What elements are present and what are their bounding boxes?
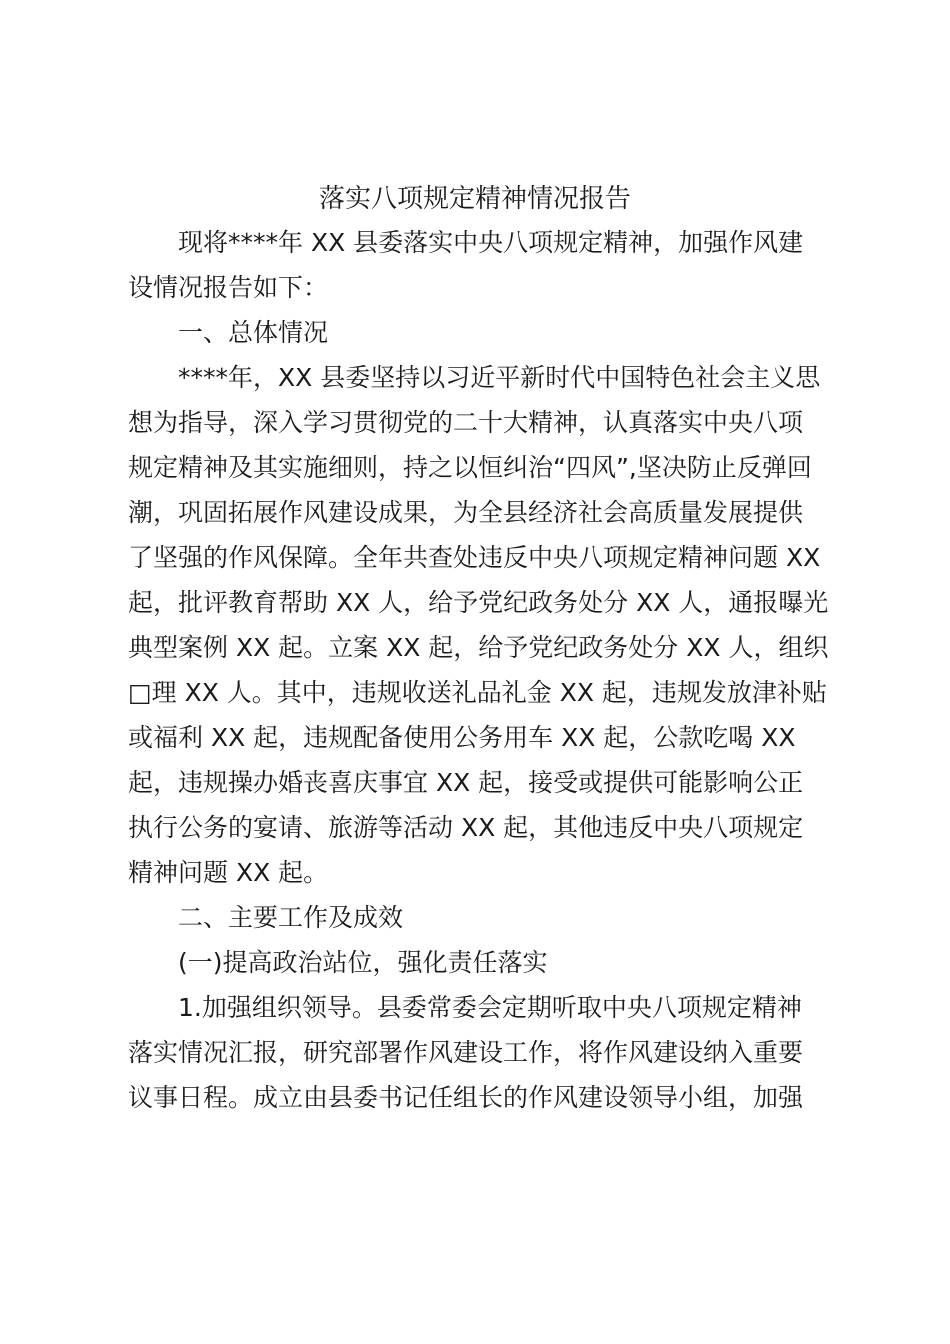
paragraph-line: 或福利 XX 起，违规配备使用公务用车 XX 起，公款吃喝 XX <box>128 723 796 752</box>
paragraph-line: 想为指导，深入学习贯彻党的二十大精神，认真落实中央八项 <box>128 408 804 437</box>
paragraph-line: 了坚强的作风保障。全年共查处违反中央八项规定精神问题 XX <box>128 543 821 572</box>
paragraph-line: 执行公务的宴请、旅游等活动 XX 起，其他违反中央八项规定 <box>128 813 804 842</box>
paragraph-line: 落实情况汇报，研究部署作风建设工作，将作风建设纳入重要 <box>128 1038 804 1067</box>
section-heading: 一、总体情况 <box>128 318 329 347</box>
paragraph-line: 典型案例 XX 起。立案 XX 起，给予党纪政务处分 XX 人，组织 <box>128 633 829 662</box>
paragraph-line: 规定精神及其实施细则，持之以恒纠治“四风”,坚决防止反弹回 <box>128 453 812 482</box>
paragraph-line: □理 XX 人。其中，违规收送礼品礼金 XX 起，违规发放津补贴 <box>128 678 827 707</box>
paragraph-line: 起，批评教育帮助 XX 人，给予党纪政务处分 XX 人，通报曝光 <box>128 588 829 617</box>
paragraph-line: 设情况报告如下： <box>128 273 329 302</box>
subsection-heading: (一)提高政治站位，强化责任落实 <box>128 948 548 977</box>
paragraph-line: 现将****年 XX 县委落实中央八项规定精神，加强作风建 <box>128 228 804 257</box>
paragraph-line: 议事日程。成立由县委书记任组长的作风建设领导小组，加强 <box>128 1083 804 1112</box>
section-heading: 二、主要工作及成效 <box>128 903 404 932</box>
paragraph-line: 1.加强组织领导。县委常委会定期听取中央八项规定精神 <box>128 993 802 1022</box>
paragraph-line: 潮，巩固拓展作风建设成果，为全县经济社会高质量发展提供 <box>128 498 804 527</box>
paragraph-line: 起，违规操办婚丧喜庆事宜 XX 起，接受或提供可能影响公正 <box>128 768 804 797</box>
paragraph-line: ****年，XX 县委坚持以习近平新时代中国特色社会主义思 <box>128 363 821 392</box>
document-title: 落实八项规定精神情况报告 <box>318 184 631 214</box>
paragraph-line: 精神问题 XX 起。 <box>128 858 329 887</box>
